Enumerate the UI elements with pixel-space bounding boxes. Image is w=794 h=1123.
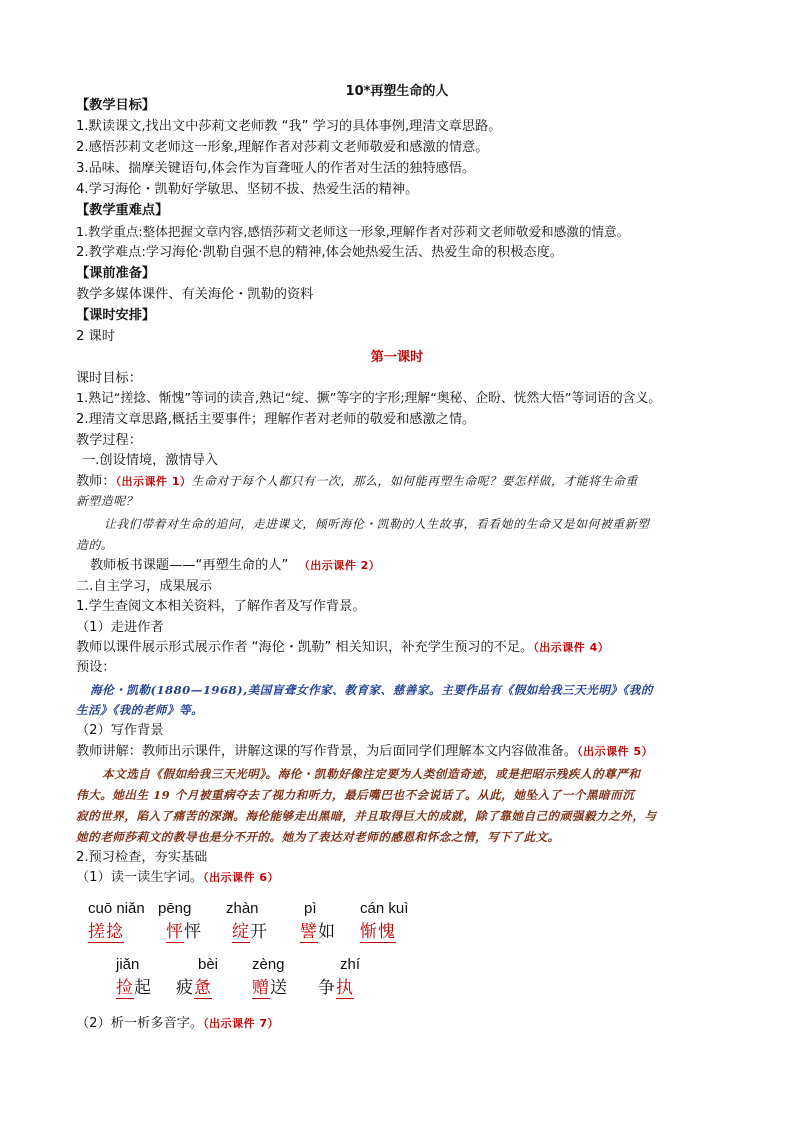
background-para-2: 伟大。她出生 19 个月被重病夺去了视力和听力，最后嘴巴也不会说话了。从此，她坠入了一个黑暗而沉 (76, 788, 635, 802)
courseware-tag: （出示课件 6） (203, 871, 280, 884)
pinyin: cán kuì (360, 900, 409, 917)
background-line (76, 743, 754, 761)
pinyin: jiǎn (116, 956, 140, 973)
vocab-word (158, 900, 202, 942)
vocab-highlight: 惫 (194, 978, 212, 998)
teacher-line (76, 472, 754, 491)
lesson1-title: 第一课时 (370, 350, 424, 365)
teacher-text: 生命对于每个人都只有一次，那么，如何能再塑生命呢？要怎样做，才能将生命重 (191, 474, 638, 488)
intro-paragraph: 让我们带着对生命的追问，走进课文，倾听海伦・凯勒的人生故事，看看她的生命又是如何被重新塑 (104, 517, 650, 531)
board-text: 教师板书课题——“再塑生命的人” (90, 558, 289, 573)
background-subheading: （2）写作背景 (76, 723, 164, 738)
courseware-tag: （出示课件 7） (203, 1017, 280, 1030)
background-para-3: 寂的世界，陷入了痛苦的深渊。海伦能够走出黑暗，并且取得巨大的成就，除了靠她自己的顽强毅力之外，与 (76, 809, 657, 823)
teacher-text-cont: 新塑造呢？ (76, 494, 138, 508)
author-bio-cont: 生活》《我的老师》等。 (76, 703, 204, 717)
polyphone-line (76, 1015, 754, 1033)
vocab-pre: 疲 (176, 978, 194, 998)
board-line (90, 557, 754, 575)
prep-heading: 【课前准备】 (76, 266, 156, 281)
lesson1-goal-2: 2.理清文章思路,概括主要事件；理解作者对老师的敬爱和感激之情。 (76, 412, 476, 427)
step2-item-1: 1.学生查阅文本相关资料，了解作者及写作背景。 (76, 599, 366, 614)
courseware-tag: （出示课件 1） (115, 475, 192, 488)
goal-1: 1.默读课文,找出文中莎莉文老师教 “我” 学习的具体事例,理清文章思路。 (76, 119, 502, 134)
vocab-word (116, 956, 152, 998)
intro-paragraph-cont: 造的。 (76, 538, 114, 552)
polyphone-subheading: （2）析一析多音字。 (76, 1016, 204, 1031)
vocab-rest: 起 (134, 978, 152, 998)
courseware-tag: （出示课件 5） (577, 745, 654, 758)
goal-3: 3.品味、揣摩关键语句,体会作为盲聋哑人的作者对生活的独特感悟。 (76, 161, 476, 176)
teacher-label: 教师： (76, 474, 116, 489)
key-heading: 【教学重难点】 (76, 203, 169, 218)
lesson1-goal-1: 1.熟记“搓捻、惭愧”等词的读音,熟记“绽、撅”等字的字形;理解“奥秘、企盼、恍然大悟”等词语的含义。 (76, 391, 662, 406)
author-subheading: （1）走进作者 (76, 620, 164, 635)
courseware-tag: （出示课件 2） (304, 559, 381, 572)
background-text: 教师讲解：教师出示课件，讲解这课的写作背景，为后面同学们理解本文内容做准备。 (76, 744, 578, 759)
difficult-point: 2.教学难点:学习海伦·凯勒自强不息的精神,体会她热爱生活、热爱生命的积极态度。 (76, 245, 563, 260)
vocab-highlight: 譬 (300, 922, 318, 942)
pinyin: pēng (158, 900, 192, 917)
vocab-rest: 怦 (184, 922, 202, 942)
vocab-rest: 送 (270, 978, 288, 998)
vocab-subheading: （1）读一读生字词。 (76, 870, 204, 885)
author-line (76, 639, 754, 657)
vocab-highlight: 惭愧 (360, 922, 396, 942)
vocab-highlight: 搓捻 (88, 922, 124, 942)
step2-item-2: 2.预习检查，夯实基础 (76, 850, 208, 865)
courseware-tag: （出示课件 4） (533, 641, 610, 654)
step1-heading: 一.创设情境，激情导入 (82, 453, 219, 468)
process-heading: 教学过程： (76, 433, 142, 448)
vocab-word (88, 900, 145, 942)
prep-text: 教学多媒体课件、有关海伦・凯勒的资料 (76, 287, 314, 302)
pinyin: zhí (340, 956, 361, 973)
background-para-1: 本文选自《假如给我三天光明》。海伦・凯勒好像注定要为人类创造奇迹，或是把昭示残疾人的尊严和 (102, 767, 641, 781)
goal-2: 2.感悟莎莉文老师这一形象,理解作者对莎莉文老师敬爱和感激的情意。 (76, 140, 489, 155)
vocab-pre: 争 (318, 978, 336, 998)
pinyin: bèi (198, 956, 219, 973)
vocab-word (252, 956, 288, 998)
key-point: 1.教学重点:整体把握文章内容,感悟莎莉文老师这一形象,理解作者对莎莉文老师敬爱和感激的情意。 (76, 224, 630, 239)
vocab-word (226, 900, 268, 942)
schedule-heading: 【课时安排】 (76, 308, 156, 323)
step2-heading: 二.自主学习，成果展示 (76, 579, 213, 594)
goals-heading: 【教学目标】 (76, 98, 156, 113)
vocab-word (300, 900, 336, 942)
lesson-title: 10*再塑生命的人 (345, 84, 449, 99)
pinyin: pì (304, 900, 317, 917)
schedule-text: 2 课时 (76, 329, 115, 344)
preset-label: 预设： (76, 660, 116, 675)
background-para-4: 她的老师莎莉文的教导也是分不开的。她为了表达对老师的感恩和怀念之情，写下了此文。 (76, 830, 560, 844)
vocab-rest: 开 (250, 922, 268, 942)
vocab-highlight: 绽 (232, 922, 250, 942)
vocab-word (360, 900, 408, 942)
pinyin: cuō niǎn (88, 900, 145, 917)
pinyin: zèng (252, 956, 285, 973)
vocab-line (76, 869, 754, 887)
author-text: 教师以课件展示形式展示作者 “海伦・凯勒” 相关知识，补充学生预习的不足。 (76, 640, 534, 655)
vocab-highlight: 捡 (116, 978, 134, 998)
vocab-word (318, 956, 360, 998)
vocab-highlight: 赠 (252, 978, 270, 998)
vocab-rest: 如 (318, 922, 336, 942)
vocab-word (176, 956, 218, 998)
vocab-highlight: 执 (336, 978, 354, 998)
pinyin: zhàn (226, 900, 259, 917)
lesson1-goal-heading: 课时目标： (76, 371, 142, 386)
goal-4: 4.学习海伦・凯勒好学敏思、坚韧不拔、热爱生活的精神。 (76, 182, 419, 197)
vocab-highlight: 怦 (166, 922, 184, 942)
author-bio: 海伦・凯勒(1880—1968),美国盲聋女作家、教育家、慈善家。主要作品有《假如给我三天光明》《我的 (90, 683, 653, 697)
